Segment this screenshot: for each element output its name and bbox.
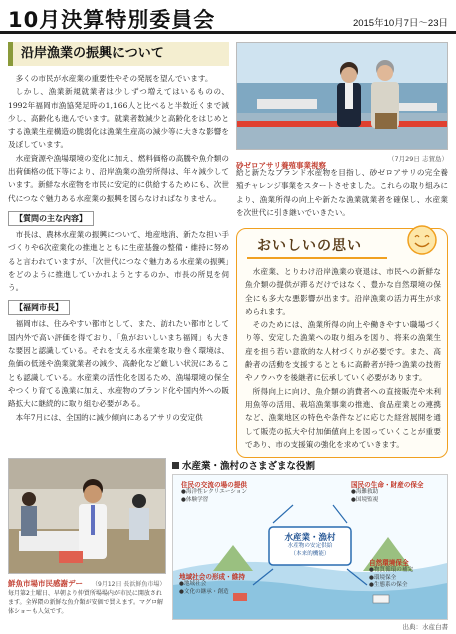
node-community-title: 地域社会の形成・維持	[179, 573, 245, 581]
page-date: 2015年10月7日～23日	[352, 18, 448, 29]
mayor-label: 【福岡市長】	[8, 300, 70, 315]
node-center-title: 水産業・漁村	[284, 533, 336, 543]
opinion-title: おいしいの思い	[257, 238, 362, 254]
intro-paragraph-3: 水産資源や漁場環境の変化に加え、燃料価格の高騰や魚介類の出荷価格の低下等により、沿岸漁業の漁労所得は、年々減少しています。新鮮な水産物を市民に安定的に供給するためにも、次世代につなぐ魅力ある水産業の振興を図らなければなりません。	[8, 153, 229, 203]
node-center-sub-2: （本来的機能）	[290, 550, 330, 557]
photo-caption-title: 砂ゼロアサリ養殖事業視察	[236, 161, 326, 170]
photo-caption-date: （7月29日 志賀島）	[388, 155, 448, 163]
fish-market-photo	[8, 458, 166, 574]
page-title: 10月決算特別委員会	[8, 8, 216, 32]
node-environment-title: 自然環境保全	[369, 559, 409, 567]
answer-continued-text: 給と新たなブランド水産物を目指し、砂ゼロアサリの完全養殖チャレンジ事業をスタートさせました。これらの取り組みにより、漁業所得の向上や新たな漁業就業者を確保し、水産業を次世代に引き継いでいきたい。	[236, 168, 449, 217]
node-community	[179, 571, 245, 596]
node-safety-title: 国民の生命・財産の保全	[351, 481, 424, 489]
opinion-title-underline	[247, 257, 387, 259]
opinion-body	[245, 265, 441, 451]
node-exchange	[181, 479, 247, 504]
node-environment-sub-2: ●環境保全	[369, 574, 397, 581]
node-community-sub-2: ●文化の継承・創造	[179, 588, 229, 595]
intro-paragraph-2: しかし、漁業新規就業者は少しずつ増えてはいるものの、1992年福岡市漁協発足時の1,166人と比べると半数近くまで減少し、高齢化も進んでいます。就業者数減少と高齢化をはじめとする漁業生産構造の脆弱化は漁業生産高の減少等に大きな影響を及ぼしています。	[8, 87, 229, 150]
question-text: 市長は、農林水産業の振興について、地産地消、新たな担い手づくりや6次産業化の推進とともに生産基盤の整備・維持に努めると言われていますが、「次世代につなぐ魅力ある水産業の振興」をどのように推進していかれようとするのか、市長の所見を伺う。	[8, 229, 229, 293]
node-safety	[351, 479, 424, 504]
intro-text	[8, 72, 229, 205]
node-safety-sub-1: ●海難救助	[351, 489, 379, 495]
mayor-answer-text: 福岡市は、住みやすい都市として、また、訪れたい都市として国内外で高い評価を得ており、「魚がおいしいまち福岡」も大きな要因と認識している。それを支える水産業を取り巻く環境は、魚価の低迷や漁業就業者の減少、高齢化など厳しい状況にあることも認識している。水産業の活性化を図るため、漁場環境の保全やつくり育てる漁業に加え、水産物のブランド化や国内外への販路拡大に継続的に取り組む必要がある。	[8, 319, 229, 409]
photo-caption	[236, 153, 448, 170]
diagram-source: 出典：水産白書	[402, 623, 448, 631]
node-exchange-sub-2: ●体験学習	[181, 496, 209, 503]
roles-diagram	[172, 458, 448, 634]
node-safety-sub-2: ●国境監視	[351, 496, 379, 503]
page-header	[0, 0, 456, 34]
question-label: 【質問の主な内容】	[8, 211, 94, 226]
left-column	[8, 42, 229, 424]
node-environment	[369, 557, 413, 590]
intro-paragraph-1: 多くの市民が水産業の重要性やその発展を望んでいます。	[15, 74, 213, 83]
node-center	[273, 531, 347, 558]
node-center-sub-1: 水産物の安定供給	[287, 543, 333, 549]
node-environment-sub-3: ●生態系の保全	[369, 582, 408, 588]
mayor-answer-text-2: 本年7月には、全国的に減少傾向にあるアサリの安定供	[15, 412, 203, 422]
square-bullet-icon	[172, 462, 179, 469]
clam-farm-photo	[236, 42, 448, 150]
node-exchange-sub-1: ●海洋性レクリエーション	[181, 489, 247, 495]
node-community-sub-1: ●地域社会	[179, 581, 207, 587]
bottom-section	[0, 458, 456, 634]
fish-caption-date: （9月12日 長浜鮮魚市場）	[92, 581, 166, 588]
opinion-box	[236, 228, 448, 458]
opinion-paragraph-3: 所得向上に向け、魚介類の消費者への直接販売や未利用魚等の活用、栽培漁業事業の推進、食品産業との連携など、漁業地区の特色や条件などに応じた経営展開を通して販売の拡大や付加価値向上を図っていくことが重要であり、市の支援策の強化を求めていきます。	[245, 386, 441, 449]
opinion-paragraph-1: 水産業、とりわけ沿岸漁業の衰退は、市民への新鮮な魚介類の提供が滞るだけではなく、豊かな自然環境の保全にも多大な悪影響が出ます。沿岸漁業の活力再生が求められます。	[245, 267, 441, 316]
node-exchange-title: 住民の交流の場の提供	[181, 481, 247, 489]
fish-caption-text: 毎月第2土曜日、早朝より仲買所場場内が市民に開放されます。全界隈の新鮮な魚介類が安価で買えます。マグロ解体ショーも人気です。	[8, 590, 164, 615]
node-environment-sub-1: ●物質循環の補完	[369, 567, 414, 573]
smiley-sun-icon	[405, 223, 439, 257]
diagram-title-text: 水産業・漁村のさまざまな役割	[182, 461, 316, 472]
fish-caption-title: 鮮魚市場市民感謝デー	[8, 579, 83, 588]
diagram-title	[172, 458, 315, 472]
section-title: 沿岸漁業の振興について	[8, 42, 229, 66]
opinion-paragraph-2: そのためには、漁業所得の向上や働きやすい職場づくり等、安定した漁業への取り組みを図り、将来の漁業生産を担う若い意欲的な人材づくりが必要です。また、高齢者の活動を支援するとともに高齢者が持つ漁業の技術やノウハウを後継者に伝承していく必要があります。	[245, 320, 441, 383]
diagram-area	[172, 474, 448, 620]
